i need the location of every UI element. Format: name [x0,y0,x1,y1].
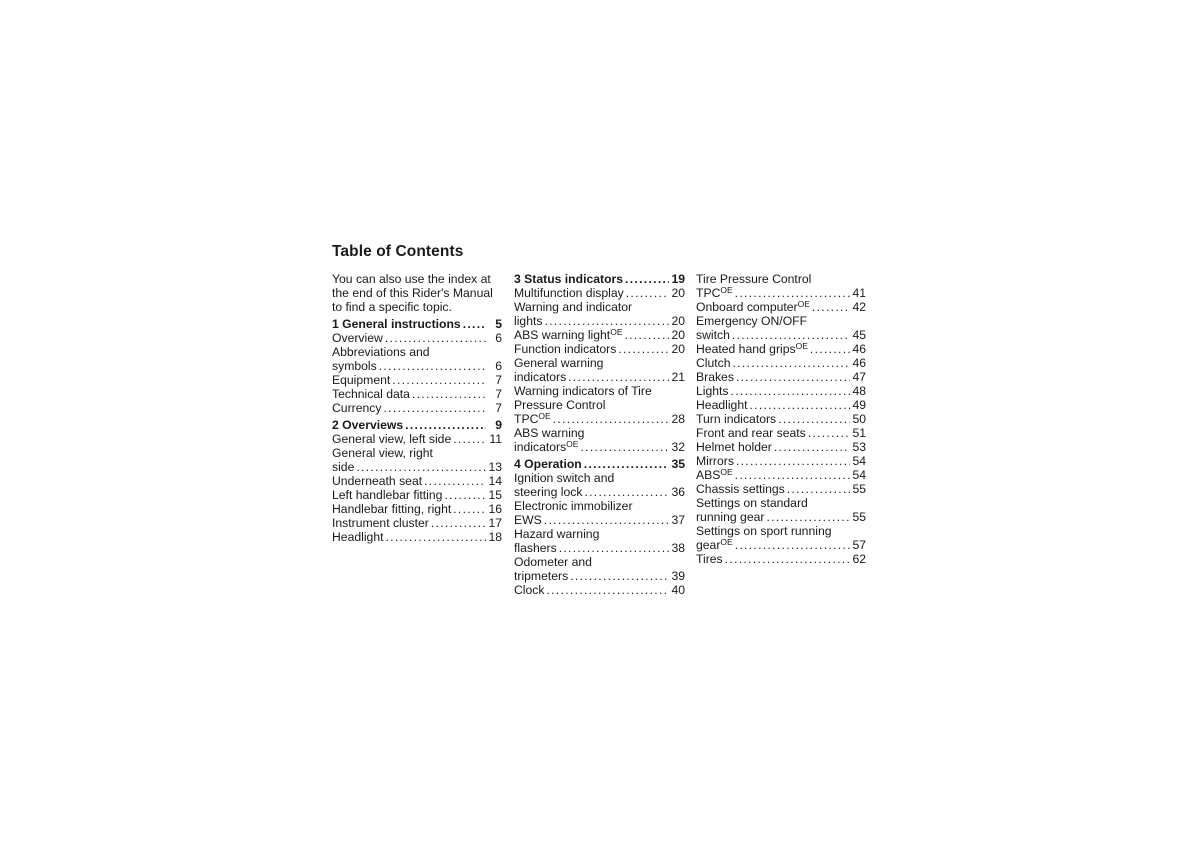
toc-entry[interactable] [514,555,685,583]
toc-page-number: 39 [671,569,685,583]
dot-leader [412,387,486,401]
toc-entry[interactable] [332,331,502,345]
dot-leader [553,412,669,426]
dot-leader [774,440,850,454]
toc-entry-title [332,432,451,446]
toc-page-number: 6 [495,359,502,373]
toc-entry-title [514,440,578,454]
toc-entry-title-line: Electronic immobilizer [514,499,633,513]
toc-entry-label: TPC [514,412,539,426]
toc-entry-title-line: Warning indicators of Tire [514,384,652,398]
toc-entry[interactable] [696,342,866,356]
toc-page-number: 20 [671,328,685,342]
toc-entry-title [514,412,551,426]
toc-entry-title [332,373,390,387]
toc-page-number: 51 [852,426,866,440]
toc-entry[interactable] [514,342,685,356]
toc-entry[interactable] [696,440,866,454]
toc-entry-title [696,482,785,496]
toc-entry-title [514,342,616,356]
toc-entry-title [514,272,623,286]
toc-entry-title-line: Settings on standard [696,496,808,510]
toc-entry-title [332,516,429,530]
toc-entry-title [696,286,733,300]
toc-page-number: 14 [488,474,502,488]
toc-entry-title [332,460,354,474]
optional-equipment-marker: OE [566,439,579,449]
toc-page-number: 54 [852,454,866,468]
toc-entry-label: Headlight [332,530,384,544]
intro-line: You can also use the index at [332,272,491,286]
toc-entry-title [696,538,733,552]
toc-entry[interactable] [696,426,866,440]
dot-leader [733,356,850,370]
dot-leader [624,328,669,342]
toc-entry-title [332,530,384,544]
dot-leader [453,432,486,446]
toc-entry[interactable] [514,272,685,286]
toc-entry[interactable] [696,300,866,314]
toc-entry-title [696,412,776,426]
toc-entry-title [332,387,410,401]
toc-page-number: 16 [488,502,502,516]
dot-leader [405,418,486,432]
toc-page-number: 37 [671,513,685,527]
toc-page-number: 57 [852,538,866,552]
toc-entry-title-line: Hazard warning [514,527,600,541]
toc-page-number: 15 [488,488,502,502]
toc-entry-title-line: General warning [514,356,604,370]
toc-page-number: 50 [852,412,866,426]
toc-page-number: 62 [852,552,866,566]
toc-entry-label: Left handlebar fitting [332,488,443,502]
toc-page-number: 32 [671,440,685,454]
toc-entry-title [514,541,557,555]
toc-page-number: 36 [671,485,685,499]
dot-leader [383,401,486,415]
dot-leader [356,460,486,474]
toc-entry-label: 3 Status indicators [514,272,624,286]
toc-entry-title [696,440,772,454]
dot-leader [766,510,850,524]
dot-leader [544,314,669,328]
toc-entry-label: ABS [696,468,721,482]
toc-entry[interactable] [514,300,685,328]
toc-entry[interactable] [514,356,685,384]
toc-entry-title [514,569,568,583]
toc-entry[interactable] [332,387,502,401]
toc-entry-label: indicators [514,370,567,384]
toc-page-number: 20 [671,314,685,328]
optional-equipment-marker: OE [795,341,808,351]
toc-column-3 [696,272,866,566]
toc-entry-title [514,286,624,300]
toc-entry-title [332,359,377,373]
toc-entry-title-line: Settings on sport running [696,524,832,538]
toc-entry[interactable] [696,468,866,482]
dot-leader [750,398,851,412]
toc-entry-title-line: Abbreviations and [332,345,430,359]
toc-page-number: 54 [852,468,866,482]
toc-entry-title-line: Ignition switch and [514,471,615,485]
toc-page-number: 46 [852,342,866,356]
toc-entry-label: Mirrors [696,454,734,468]
dot-leader [735,468,850,482]
toc-entry-title [332,488,442,502]
toc-entry[interactable] [332,401,502,415]
toc-entry-label: Instrument cluster [332,516,429,530]
dot-leader [810,342,850,356]
toc-entry[interactable] [332,373,502,387]
optional-equipment-marker: OE [538,411,551,421]
dot-leader [778,412,850,426]
toc-entry-label: Clock [514,583,545,597]
toc-page-number: 7 [495,387,502,401]
toc-entry[interactable] [696,454,866,468]
toc-page-number: 41 [852,286,866,300]
dot-leader [431,516,486,530]
toc-entry-label: Function indicators [514,342,617,356]
toc-entry-title [696,356,731,370]
toc-page-number: 20 [671,342,685,356]
toc-entry[interactable] [696,314,866,342]
toc-entry-title-line: Odometer and [514,555,592,569]
toc-entry[interactable] [514,471,685,499]
dot-leader [392,373,486,387]
toc-entry-label: gear [696,538,721,552]
toc-entry-label: Turn indicators [696,412,777,426]
toc-entry-title [696,454,734,468]
toc-entry-title [696,328,730,342]
toc-entry-title [332,474,422,488]
toc-entry-label: lights [514,314,543,328]
dot-leader [584,457,669,471]
toc-entry-title [696,300,810,314]
toc-page-number: 48 [852,384,866,398]
toc-entry[interactable] [332,502,502,516]
toc-entry[interactable] [514,457,685,471]
toc-entry[interactable] [696,552,866,566]
intro-text [332,272,502,314]
toc-entry-title-line: Pressure Control [514,398,606,412]
toc-page-number: 21 [671,370,685,384]
dot-leader [463,317,486,331]
dot-leader [424,474,486,488]
optional-equipment-marker: OE [720,285,733,295]
toc-entry[interactable] [514,499,685,527]
toc-entry-title [514,513,542,527]
toc-entry-title [332,418,403,432]
dot-leader [625,272,669,286]
toc-entry-title [514,457,582,471]
toc-entry-label: Technical data [332,387,410,401]
dot-leader [386,530,487,544]
toc-page-number: 53 [852,440,866,454]
toc-entry[interactable] [696,398,866,412]
dot-leader [626,286,669,300]
toc-entry-title [696,426,806,440]
toc-page-number: 9 [495,418,502,432]
toc-page-number: 28 [671,412,685,426]
toc-page-number: 19 [671,272,685,286]
toc-entry[interactable] [332,432,502,446]
toc-entry-label: side [332,460,355,474]
toc-entry-title [696,552,723,566]
dot-leader [559,541,669,555]
intro-line: the end of this Rider's Manual [332,286,493,300]
toc-entry-label: Headlight [696,398,748,412]
toc-entry-label: tripmeters [514,569,569,583]
toc-entry-label: General view, left side [332,432,452,446]
optional-equipment-marker: OE [610,327,623,337]
toc-entry[interactable] [696,496,866,524]
toc-entry-label: Multifunction display [514,286,624,300]
toc-entry[interactable] [514,286,685,300]
toc-entry[interactable] [696,384,866,398]
toc-entry-label: flashers [514,541,557,555]
toc-page-number: 7 [495,373,502,387]
dot-leader [546,583,669,597]
toc-entry-label: switch [696,328,730,342]
dot-leader [568,370,669,384]
dot-leader [584,485,669,499]
toc-entry-label: Tires [696,552,723,566]
toc-entry-label: ABS warning light [514,328,611,342]
dot-leader [444,488,486,502]
toc-entry-label: Clutch [696,356,731,370]
toc-entry-label: Handlebar fitting, right [332,502,452,516]
toc-entry[interactable] [332,488,502,502]
toc-entry-title [514,485,582,499]
toc-entry[interactable] [332,474,502,488]
dot-leader [385,331,486,345]
toc-entry[interactable] [332,317,502,331]
toc-entry[interactable] [696,524,866,552]
toc-entry-label: 1 General instructions [332,317,461,331]
toc-entry-title [696,468,733,482]
dot-leader [732,328,850,342]
toc-page-number: 55 [852,482,866,496]
optional-equipment-marker: OE [797,299,810,309]
toc-entry[interactable] [332,516,502,530]
toc-entry-label: Underneath seat [332,474,423,488]
toc-entry-title-line: Emergency ON/OFF [696,314,808,328]
toc-page-number: 38 [671,541,685,555]
toc-entry-label: indicators [514,440,567,454]
toc-entry-title-line: ABS warning [514,426,585,440]
toc-entry-label: EWS [514,513,542,527]
dot-leader [731,384,850,398]
toc-entry-label: 2 Overviews [332,418,404,432]
toc-page-number: 6 [495,331,502,345]
toc-entry-label: Onboard computer [696,300,798,314]
dot-leader [735,286,850,300]
toc-page-number: 40 [671,583,685,597]
toc-entry-label: Currency [332,401,382,415]
toc-entry-label: Heated hand grips [696,342,796,356]
toc-page-number: 13 [488,460,502,474]
dot-leader [570,569,669,583]
toc-entry-title [514,583,544,597]
dot-leader [736,454,850,468]
dot-leader [725,552,850,566]
toc-entry-title [514,328,622,342]
toc-entry[interactable] [696,356,866,370]
toc-entry-title [696,384,729,398]
toc-entry-label: Front and rear seats [696,426,806,440]
toc-entry-label: Brakes [696,370,734,384]
dot-leader [808,426,850,440]
toc-entry-label: Helmet holder [696,440,772,454]
toc-page-number: 46 [852,356,866,370]
toc-entry-label: symbols [332,359,377,373]
toc-entry[interactable] [332,418,502,432]
dot-leader [787,482,850,496]
toc-entry-title [332,502,451,516]
optional-equipment-marker: OE [720,467,733,477]
toc-entry-title [696,370,734,384]
toc-entry-title [332,401,381,415]
toc-entry-title [332,317,461,331]
toc-page-number: 11 [489,432,502,446]
optional-equipment-marker: OE [720,537,733,547]
toc-entry-title-line: General view, right [332,446,433,460]
toc-column-1 [332,272,502,544]
dot-leader [544,513,669,527]
toc-page-number: 7 [495,401,502,415]
toc-entry[interactable] [514,583,685,597]
toc-entry[interactable] [332,530,502,544]
toc-entry-title-line: Tire Pressure Control [696,272,812,286]
toc-entry-label: Equipment [332,373,391,387]
toc-entry-title-line: Warning and indicator [514,300,633,314]
toc-entry-title [696,398,748,412]
toc-entry[interactable] [514,426,685,454]
toc-entry[interactable] [332,446,502,474]
dot-leader [453,502,486,516]
dot-leader [379,359,486,373]
toc-page-number: 18 [488,530,502,544]
toc-entry-title [514,370,566,384]
intro-line: to find a specific topic. [332,300,452,314]
toc-entry-label: Overview [332,331,383,345]
toc-entry[interactable] [514,328,685,342]
toc-entry-title [332,331,383,345]
toc-entry-label: Chassis settings [696,482,785,496]
toc-entry-label: 4 Operation [514,457,582,471]
page-title: Table of Contents [332,243,464,260]
toc-entry-title [514,314,542,328]
toc-entry[interactable] [514,527,685,555]
toc-page-number: 45 [852,328,866,342]
toc-page-number: 47 [852,370,866,384]
toc-entry-label: steering lock [514,485,583,499]
toc-page-number: 35 [671,457,685,471]
toc-page-number: 42 [852,300,866,314]
dot-leader [812,300,850,314]
dot-leader [736,370,850,384]
toc-page-number: 55 [852,510,866,524]
toc-entry-title [696,510,764,524]
dot-leader [580,440,669,454]
toc-page-number: 20 [671,286,685,300]
toc-entry-label: TPC [696,286,721,300]
toc-entry-title [696,342,808,356]
toc-page-number: 17 [488,516,502,530]
toc-column-2 [514,272,685,597]
toc-entry[interactable] [514,384,685,426]
dot-leader [735,538,850,552]
toc-entry[interactable] [696,482,866,496]
toc-page-number: 49 [852,398,866,412]
dot-leader [618,342,669,356]
toc-entry-label: running gear [696,510,765,524]
toc-entry[interactable] [696,370,866,384]
toc-entry-label: Lights [696,384,729,398]
toc-entry[interactable] [696,272,866,300]
toc-entry[interactable] [696,412,866,426]
toc-page-number: 5 [495,317,502,331]
toc-entry[interactable] [332,345,502,373]
